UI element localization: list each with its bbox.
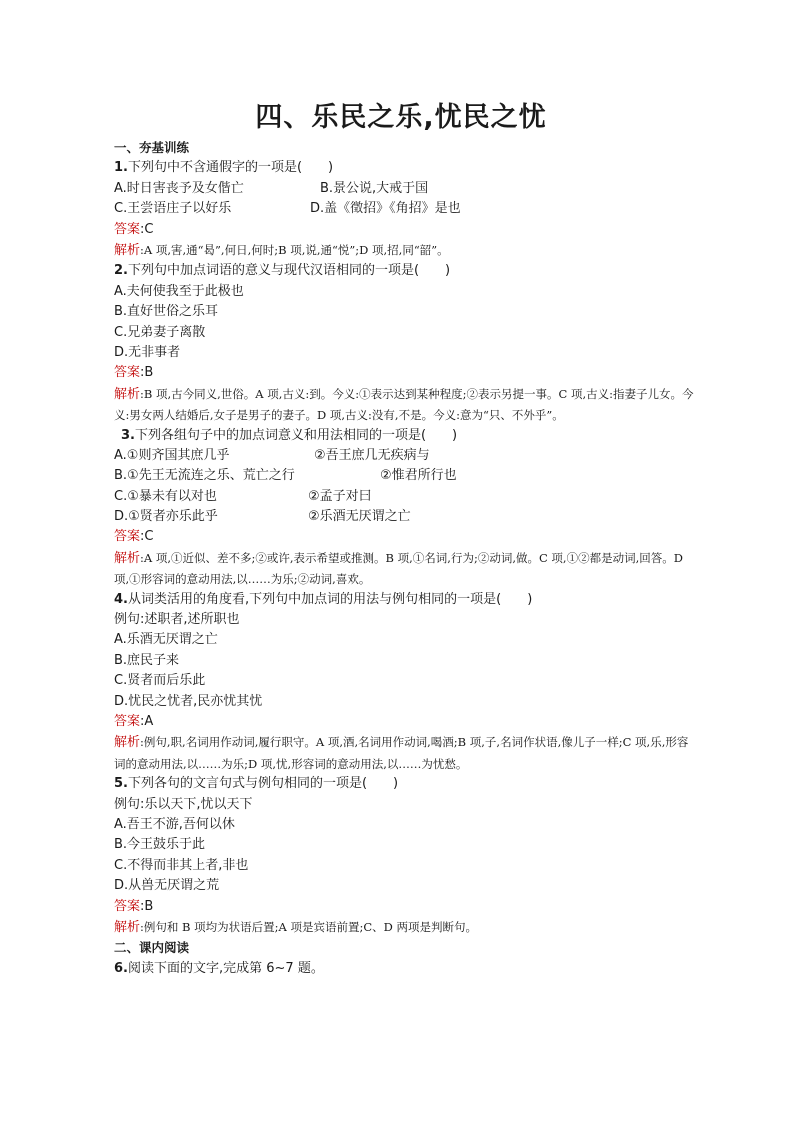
question-4-option-b: B.庶民子来 bbox=[114, 652, 180, 668]
question-3-option-b: B.①先王无流连之乐、荒亡之行 ②惟君所行也 bbox=[114, 468, 457, 484]
question-2-stem: 2.下列句中加点词语的意义与现代汉语相同的一项是( ) bbox=[114, 263, 451, 279]
question-1-explanation: 解析:A 项,害,通“曷”,何日,何时;B 项,说,通“悦”;D 项,招,同“韶”。 bbox=[114, 242, 449, 258]
question-4-option-d: D.忧民之忧者,民亦忧其忧 bbox=[114, 693, 263, 709]
question-2-option-d: D.无非事者 bbox=[114, 344, 181, 360]
question-4-stem: 4.从词类活用的角度看,下列句中加点词的用法与例句相同的一项是( ) bbox=[114, 591, 533, 607]
question-6-stem: 6.阅读下面的文字,完成第 6~7 题。 bbox=[114, 960, 324, 976]
question-4-answer: 答案:A bbox=[114, 714, 154, 730]
section-heading: 二、课内阅读 bbox=[114, 940, 190, 956]
question-3-stem: 3.下列各组句子中的加点词意义和用法相同的一项是( ) bbox=[121, 427, 458, 443]
question-1-options-row-2: C.王尝语庄子以好乐 D.盖《徵招》《角招》是也 bbox=[114, 201, 461, 217]
document-content bbox=[114, 138, 694, 979]
question-2-explanation: 解析:B 项,古今同义,世俗。A 项,古义:到。今义:①表示达到某种程度;②表示另提一事。C 项,古义:指妻子儿女。今义:男女两人结婚后,女子是男子的妻子。D 项,古义:没有,不是。今义:意为“只、不外乎”。 bbox=[114, 386, 694, 423]
question-5-option-d: D.从兽无厌谓之荒 bbox=[114, 878, 220, 894]
question-3-option-d: D.①贤者亦乐此乎 ②乐酒无厌谓之亡 bbox=[114, 509, 411, 525]
question-2-option-b: B.直好世俗之乐耳 bbox=[114, 304, 219, 320]
question-5-option-a: A.吾王不游,吾何以休 bbox=[114, 817, 235, 832]
page-title: 四、乐民之乐,忧民之忧 bbox=[255, 102, 547, 133]
question-3-explanation: 解析:A 项,①近似、差不多;②或许,表示希望或推测。B 项,①名词,行为;②动词,做。C 项,①②都是动词,回答。D 项,①形容词的意动用法,以……为乐;②动词,喜欢。 bbox=[114, 550, 683, 587]
question-5-stem: 5.下列各句的文言句式与例句相同的一项是( ) bbox=[114, 776, 399, 792]
question-4-option-a: A.乐酒无厌谓之亡 bbox=[114, 632, 218, 648]
question-5-answer: 答案:B bbox=[114, 898, 154, 914]
question-1-options-row-1: A.时日害丧予及女偕亡 B.景公说,大戒于国 bbox=[114, 180, 429, 196]
question-2-option-a: A.夫何使我至于此极也 bbox=[114, 283, 244, 299]
section-heading: 一、夯基训练 bbox=[114, 140, 190, 155]
question-3-answer: 答案:C bbox=[114, 529, 154, 545]
question-5-option-c: C.不得而非其上者,非也 bbox=[114, 857, 249, 873]
question-4-example: 例句:述职者,述所职也 bbox=[114, 612, 240, 628]
question-1-stem: 1.下列句中不含通假字的一项是( ) bbox=[114, 160, 334, 176]
question-5-example: 例句:乐以天下,忧以天下 bbox=[114, 796, 253, 812]
question-5-explanation: 解析:例句和 B 项均为状语后置;A 项是宾语前置;C、D 两项是判断句。 bbox=[114, 919, 478, 935]
question-1-answer: 答案:C bbox=[114, 221, 154, 237]
question-2-answer: 答案:B bbox=[114, 365, 154, 381]
question-2-option-c: C.兄弟妻子离散 bbox=[114, 324, 206, 340]
question-4-explanation: 解析:例句,职,名词用作动词,履行职守。A 项,酒,名词用作动词,喝酒;B 项,子,名词作状语,像儿子一样;C 项,乐,形容词的意动用法,以……为乐;D 项,忧,形容词的意动用法,以……为忧愁。 bbox=[114, 735, 689, 771]
question-3-option-c: C.①暴未有以对也 ②孟子对曰 bbox=[114, 488, 372, 504]
question-3-option-a: A.①则齐国其庶几乎 ②吾王庶几无疾病与 bbox=[114, 447, 430, 463]
question-5-option-b: B.今王鼓乐于此 bbox=[114, 837, 206, 853]
question-4-option-c: C.贤者而后乐此 bbox=[114, 673, 206, 689]
